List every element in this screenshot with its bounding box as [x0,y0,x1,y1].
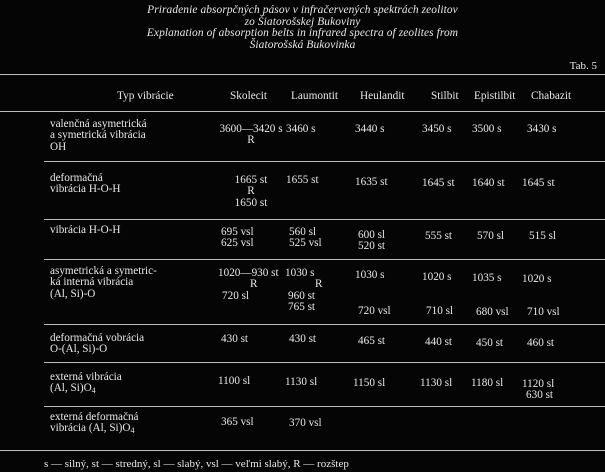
header-epistilbit: Epistilbit [474,90,516,102]
row1-heulandit: 3440 s [355,123,385,135]
row4-stilbit-top: 1020 s [422,271,452,283]
header-laumontit: Laumontit [291,90,339,102]
header-type: Typ vibrácie [117,90,174,102]
row4-epistilbit-bottom: 680 vsl [476,306,509,318]
row4-skolecit: 1020—930 st R 720 sl [218,267,279,302]
row5-laumontit: 430 st [289,333,317,345]
row2-heulandit: 1635 st [355,176,388,188]
row7-type: externá deformačná vibrácia (Al, $Si)O_4$ [50,411,139,436]
row-rule [44,219,605,220]
row4-heulandit-bottom: 720 vsl [358,305,391,317]
row1-laumontit: 3460 s [286,123,316,135]
row3-skolecit: 695 vsl 625 vsl [221,226,254,250]
row-rule [44,324,605,325]
row5-type: deformačná vobrácia O-(Al, Si)-O [50,332,145,356]
row5-chabazit: 460 st [527,337,555,349]
row3-epistilbit: 570 sl [477,230,505,242]
row3-chabazit: 515 sl [529,230,557,242]
row-rule [44,259,605,260]
row5-stilbit: 440 st [425,336,453,348]
row2-skolecit: 1665 st R 1650 st [234,174,268,209]
row4-chabazit-top: 1020 s [522,273,552,285]
table-caption [0,5,605,51]
row7-laumontit: 370 vsl [289,417,322,429]
row6-type: externá vibrácia (Al, $Si)O_4$ [50,371,122,396]
row1-type: valenčná asymetrická a symetrická vibrácia OH [50,118,147,153]
row6-heulandit: 1150 sl [353,377,386,389]
caption-line-2: zo Šiatorošskej Bukoviny [244,15,361,28]
row4-stilbit-bottom: 710 sl [426,305,454,317]
header-chabazit: Chabazit [531,90,572,102]
caption-line-4: Šiatorošská Bukovinka [249,38,356,51]
row1-epistilbit: 3500 s [472,123,502,135]
row3-type: vibrácia H-O-H [50,224,121,236]
rule-top [0,74,605,75]
row2-stilbit: 1645 st [422,177,455,189]
row-rule [44,406,605,407]
row3-stilbit: 555 st [425,230,453,242]
row6-epistilbit: 1180 sl [471,377,504,389]
row4-laumontit: 1030 s R 960 st 765 st [285,267,323,314]
rule-bottom [0,450,605,451]
row4-heulandit-top: 1030 s [355,269,385,281]
row1-stilbit: 3450 s [422,123,452,135]
rule-header [0,111,605,112]
header-heulandit: Heulandit [360,90,405,102]
row4-epistilbit-top: 1035 s [472,272,502,284]
row6-laumontit: 1130 sl [285,376,318,388]
row1-skolecit: 3600—3420 s R [219,123,283,147]
table-number: Tab. 5 [569,60,597,72]
row2-type: deformačná vibrácia H-O-H [50,172,121,196]
header-stilbit: Stilbit [431,90,459,102]
header-skolecit: Skolecit [230,90,268,102]
row7-skolecit: 365 vsl [221,416,254,428]
row2-epistilbit: 1640 st [472,177,505,189]
row1-chabazit: 3430 s [527,123,557,135]
row4-chabazit-bottom: 710 vsl [527,306,560,318]
caption-line-1: Priradenie absorpčných pásov v infračervených spektrách zeolitov [147,4,458,16]
row-rule [44,362,605,363]
row5-skolecit: 430 st [221,333,249,345]
row2-chabazit: 1645 st [522,177,555,189]
row6-stilbit: 1130 sl [420,377,453,389]
row-rule [44,161,605,162]
row3-heulandit: 600 sl 520 st [358,229,386,253]
row5-heulandit: 465 st [358,335,386,347]
caption-line-3: Explanation of absorption belts in infrared spectra of zeolites from [146,27,459,40]
row6-skolecit: 1100 sl [218,375,251,387]
row2-laumontit: 1655 st [286,174,319,186]
row3-laumontit: 560 sl 525 vsl [289,226,322,250]
row5-epistilbit: 450 st [476,337,504,349]
row4-type: asymetrická a symetric- ká interná vibrácia (Al, Si)-O [50,265,157,300]
row6-chabazit: 1120 sl 630 st [522,378,555,402]
legend: s — silný, st — stredný, sl — slabý, vsl — veľmi slabý, R — rozštep [44,458,349,470]
